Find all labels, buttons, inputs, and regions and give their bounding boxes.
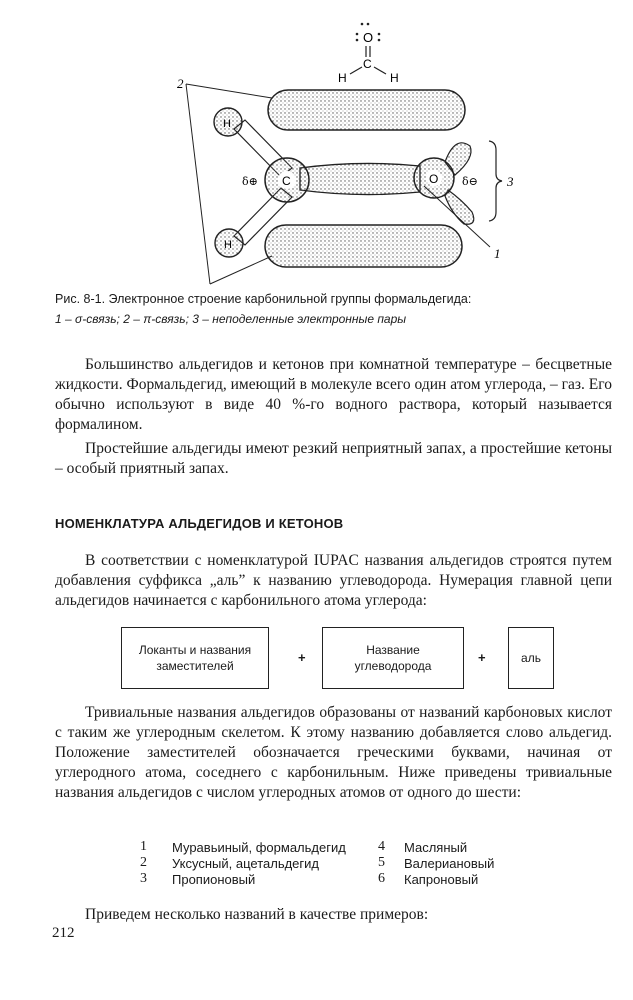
svg-text:O: O <box>429 172 439 186</box>
pi-lobe-bottom <box>265 225 462 267</box>
list-item: Уксусный, ацетальдегид <box>172 856 319 871</box>
scheme-box-suffix-text: аль <box>521 651 541 665</box>
list-number: 5 <box>378 855 385 870</box>
pointer-label-3: 3 <box>507 174 514 189</box>
hydrogen-atom-top <box>214 108 242 136</box>
paragraph-examples: Приведем несколько названий в качестве примеров: <box>85 906 429 923</box>
scheme-box-substituents-line1: Локанты и названия <box>138 643 252 657</box>
scheme-box-hydrocarbon-line2: углеводорода <box>354 659 432 673</box>
hydrogen-atom-bottom <box>215 229 243 257</box>
scheme-box-hydrocarbon <box>322 627 464 689</box>
paragraph-properties: Большинство альдегидов и кетонов при комнатной температуре – бесцветные жидкости. Формальдегид, имеющий в молекуле всего один атом углерода, – газ. Его обычно используют в виде 40 %-го водного раствора, который называется формалином. <box>55 356 612 433</box>
delta-plus-label: δ⊕ <box>242 175 258 188</box>
lone-pair-brace <box>489 141 502 221</box>
list-item: Валериановый <box>404 856 495 871</box>
list-item: Масляный <box>404 840 468 855</box>
figure-caption-legend: 1 – σ-связь; 2 – π-связь; 3 – неподеленные электронные пары <box>55 312 407 326</box>
scheme-box-hydrocarbon-line1: Название <box>366 643 420 657</box>
list-number: 2 <box>140 855 147 870</box>
delta-minus-label: δ⊖ <box>462 175 478 188</box>
svg-text:H: H <box>223 118 231 130</box>
list-item: Капроновый <box>404 872 479 887</box>
scheme-plus-1: + <box>298 650 306 665</box>
figure-caption-title: Рис. 8-1. Электронное строение карбонильной группы формальдегида: <box>55 292 472 306</box>
sigma-bond <box>300 163 420 194</box>
pointer-label-1: 1 <box>494 246 501 261</box>
formula-oxygen: O <box>363 30 374 45</box>
svg-text:H: H <box>224 239 232 251</box>
list-item: Муравьиный, формальдегид <box>172 840 346 855</box>
page-number: 212 <box>52 925 75 941</box>
formula-h-right: H <box>390 71 399 85</box>
paragraph-trivial-names: Тривиальные названия альдегидов образованы от названий карбоновых кислот с таким же углеродным скелетом. К этому названию добавляется слово альдегид. Положение заместителей обозначается греческими буквами, начиная от углеродного атома, соседнего с карбонильным. Ниже приведены тривиальные названия альдегидов с числом углеродных атомов от одного до шести: <box>55 704 612 801</box>
pi-lobe-top <box>268 90 465 130</box>
svg-text:C: C <box>282 174 291 188</box>
carbon-atom <box>265 158 309 202</box>
paragraph-iupac: В соответствии с номенклатурой IUPAC названия альдегидов строятся путем добавления суффикса „аль” к названию углеводорода. Нумерация главной цепи альдегидов начинается с карбонильного атома углерода: <box>55 552 612 609</box>
section-heading: НОМЕНКЛАТУРА АЛЬДЕГИДОВ И КЕТОНОВ <box>55 516 344 531</box>
list-item: Пропионовый <box>172 872 256 887</box>
list-number: 3 <box>140 871 147 886</box>
formula-carbon: C <box>363 57 372 71</box>
list-number: 6 <box>378 871 385 886</box>
formula-h-left: H <box>338 71 347 85</box>
carbonyl-structure-figure <box>0 0 633 290</box>
scheme-box-suffix <box>508 627 554 689</box>
paragraph-smell: Простейшие альдегиды имеют резкий неприятный запах, а простейшие кетоны – особый приятный запах. <box>55 440 612 477</box>
list-number: 4 <box>378 839 385 854</box>
oxygen-atom <box>414 158 454 198</box>
pointer-label-2: 2 <box>177 76 184 91</box>
list-number: 1 <box>140 839 147 854</box>
scheme-plus-2: + <box>478 650 486 665</box>
scheme-box-substituents-line2: заместителей <box>156 659 234 673</box>
scheme-box-substituents <box>121 627 269 689</box>
formaldehyde-formula <box>338 23 399 85</box>
